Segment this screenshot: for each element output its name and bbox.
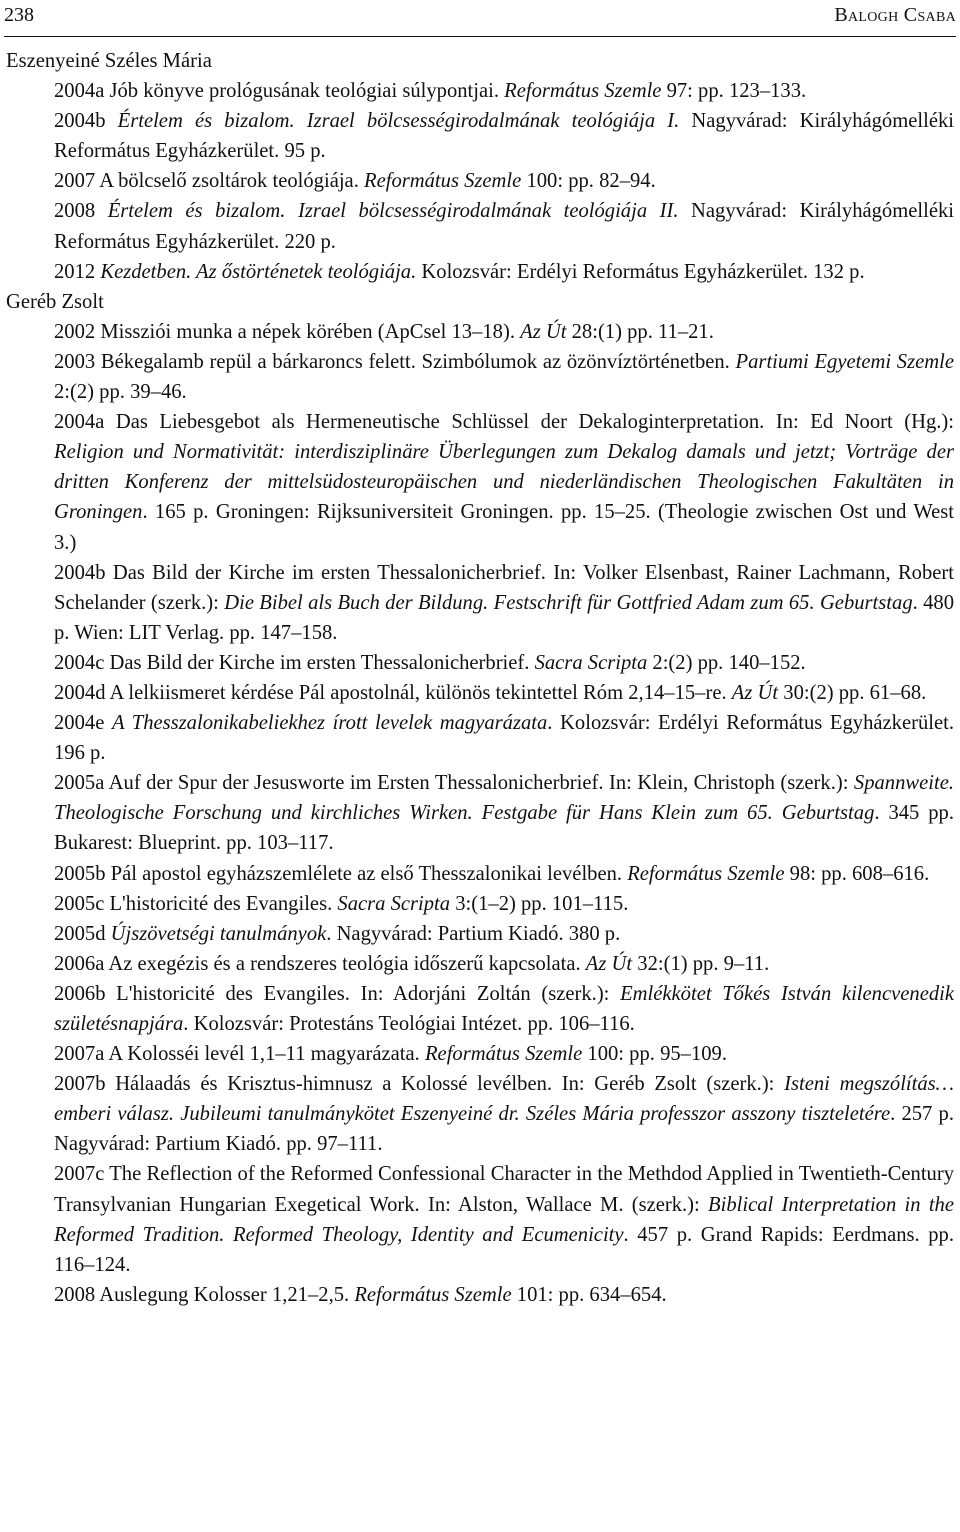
entry-text: 2003 Békegalamb repül a bárkaroncs felett. Szimbólumok az özönvíztörténetben. <box>54 350 736 373</box>
entry-text: 2006b L'historicité des Evangiles. In: Adorjáni Zoltán (szerk.): <box>54 982 621 1005</box>
entry-text: 2004d A lelkiismeret kérdése Pál apostolnál, különös tekintettel Róm 2,14–15–re. <box>54 681 732 704</box>
bibliography-entry <box>54 678 954 708</box>
page-number: 238 <box>4 4 34 26</box>
entry-text: . Nagyvárad: Partium Kiadó. 380 p. <box>326 922 621 945</box>
entry-text: . 480 p. Wien: LIT Verlag. pp. 147–158. <box>54 591 955 644</box>
entry-text: 2004b <box>54 110 118 133</box>
entry-text: 101: pp. 634–654. <box>511 1283 667 1306</box>
bibliography-entry <box>54 859 954 889</box>
entry-text: Kolozsvár: Erdélyi Református Egyházkerület. 132 p. <box>416 260 865 283</box>
bibliography-entry <box>54 1159 954 1279</box>
entry-italic-text: Religion und Normativität: interdisziplinäre Überlegungen zum Dekalog damals und jetzt; Vorträge der dritten Konferenz der mittelsüdosteuropäischen und niederländischen Theologischen Fakultäten in Groningen <box>54 441 954 524</box>
bibliography-entry <box>54 708 954 768</box>
entry-text: Nagyvárad: Királyhágómelléki Református Egyházkerület. 95 p. <box>54 110 954 163</box>
bibliography-entry <box>54 979 954 1039</box>
entry-text: . 165 p. Groningen: Rijksuniversiteit Groningen. pp. 15–25. (Theologie zwischen Ost und West 3.) <box>54 501 954 554</box>
entry-text: 2007 A bölcselő zsoltárok teológiája. <box>54 170 364 193</box>
entry-italic-text: Református Szemle <box>364 170 522 193</box>
entry-italic-text: Az Út <box>585 952 633 975</box>
entry-italic-text: Kezdetben. Az őstörténetek teológiája. <box>100 260 417 283</box>
entry-text: 30:(2) pp. 61–68. <box>778 681 927 704</box>
bibliography-entry <box>54 257 954 287</box>
entry-italic-text: Református Szemle <box>424 1043 583 1066</box>
entry-italic-text: Biblical Interpretation in the Reformed Tradition. Reformed Theology, Identity and Ecumenicity <box>54 1193 954 1246</box>
entry-italic-text: Spannweite. Theologische Forschung und kirchliches Wirken. Festgabe für Hans Klein zum 65. Geburtstag <box>54 772 954 825</box>
entry-italic-text: Református Szemle <box>354 1283 512 1306</box>
entry-italic-text: Emlékkötet Tőkés István kilencvenedik születésnapjára <box>54 982 954 1035</box>
entry-italic-text: Értelem és bizalom. Izrael bölcsességirodalmának teológiája II. <box>107 200 679 223</box>
entry-text: 2005d <box>54 922 111 945</box>
entry-text: 2002 Missziói munka a népek körében (ApCsel 13–18). <box>54 320 521 343</box>
bibliography-entry <box>54 407 954 557</box>
entry-text: . 257 p. Nagyvárad: Partium Kiadó. pp. 97–111. <box>54 1103 955 1156</box>
bibliography-entry <box>54 919 954 949</box>
author-heading: Geréb Zsolt <box>6 290 104 313</box>
running-head: Balogh Csaba <box>834 4 956 26</box>
entry-text: 100: pp. 95–109. <box>582 1043 727 1066</box>
entry-italic-text: Isteni megszólítás… emberi válasz. Jubileumi tanulmánykötet Eszenyeiné dr. Széles Mária professzor asszony tiszteletére <box>54 1073 954 1126</box>
entry-text: . 457 p. Grand Rapids: Eerdmans. pp. 116–124. <box>54 1223 954 1276</box>
entry-italic-text: Sacra Scripta <box>534 651 648 674</box>
entry-italic-text: A Thesszalonikabeliekhez írott levelek magyarázata <box>111 712 548 735</box>
bibliography-body <box>6 46 954 1310</box>
entry-text: 2005b Pál apostol egyházszemlélete az első Thesszalonikai levélben. <box>54 862 628 885</box>
entry-text: 3:(1–2) pp. 101–115. <box>450 892 629 915</box>
entry-text: 100: pp. 82–94. <box>521 170 656 193</box>
bibliography-entry <box>54 1039 954 1069</box>
bibliography-entry <box>54 889 954 919</box>
entry-italic-text: Református Szemle <box>504 80 662 103</box>
entry-text: 2005c L'historicité des Evangiles. <box>54 892 338 915</box>
entry-italic-text: Református Szemle <box>627 862 785 885</box>
entry-text: . Kolozsvár: Erdélyi Református Egyházkerület. 196 p. <box>54 712 954 765</box>
entry-italic-text: Sacra Scripta <box>337 892 451 915</box>
bibliography-entry <box>54 347 954 407</box>
entry-text: 28:(1) pp. 11–21. <box>566 320 714 343</box>
entry-text: 98: pp. 608–616. <box>784 862 930 885</box>
bibliography-entry <box>54 558 954 648</box>
entry-text: 2004a Jób könyve prológusának teológiai súlypontjai. <box>54 80 505 103</box>
entry-text: 2006a Az exegézis és a rendszeres teológia időszerű kapcsolata. <box>54 952 586 975</box>
bibliography-entry <box>54 196 954 256</box>
entry-text: 2004b Das Bild der Kirche im ersten Thessalonicherbrief. In: Volker Elsenbast, Rainer Lachmann, Robert Schelander (szerk.): <box>54 561 954 614</box>
entry-text: 2004a Das Liebesgebot als Hermeneutische Schlüssel der Dekaloginterpretation. In: Ed Noort (Hg.): <box>54 411 954 434</box>
entry-italic-text: Partiumi Egyetemi Szemle <box>735 350 954 373</box>
bibliography-entry <box>54 949 954 979</box>
entry-text: 2008 Auslegung Kolosser 1,21–2,5. <box>54 1283 355 1306</box>
bibliography-entry <box>54 1069 954 1159</box>
entry-italic-text: Az Út <box>520 320 567 343</box>
entry-italic-text: Die Bibel als Buch der Bildung. Festschrift für Gottfried Adam zum 65. Geburtstag <box>224 591 913 614</box>
entry-text: 2:(2) pp. 140–152. <box>647 651 806 674</box>
bibliography-entry <box>54 317 954 347</box>
entry-italic-text: Újszövetségi tanulmányok <box>110 922 327 945</box>
entry-text: Nagyvárad: Királyhágómelléki Református Egyházkerület. 220 p. <box>54 200 954 253</box>
entry-text: 97: pp. 123–133. <box>661 80 807 103</box>
header-rule <box>4 36 956 37</box>
entry-text: . 345 pp. Bukarest: Blueprint. pp. 103–117. <box>54 802 955 855</box>
bibliography-entry <box>54 166 954 196</box>
entry-text: 2004e <box>54 712 112 735</box>
bibliography-entry <box>54 648 954 678</box>
entry-text: 2007c The Reflection of the Reformed Confessional Character in the Methdod Applied in Twentieth-Century Transylvanian Hungarian Exegetical Work. In: Alston, Wallace M. (szerk.): <box>54 1163 954 1216</box>
entry-text: 32:(1) pp. 9–11. <box>632 952 770 975</box>
entry-text: 2004c Das Bild der Kirche im ersten Thessalonicherbrief. <box>54 651 535 674</box>
author-heading: Eszenyeiné Széles Mária <box>6 50 212 72</box>
entry-text: . Kolozsvár: Protestáns Teológiai Intézet. pp. 106–116. <box>183 1013 635 1035</box>
entry-text: 2005a Auf der Spur der Jesusworte im Ersten Thessalonicherbrief. In: Klein, Christoph (szerk.): <box>54 772 854 795</box>
entry-text: 2008 <box>54 200 108 223</box>
bibliography-entry <box>54 106 954 166</box>
entry-text: 2012 <box>54 260 101 283</box>
entry-text: 2:(2) pp. 39–46. <box>54 381 187 404</box>
entry-italic-text: Az Út <box>731 681 779 704</box>
page-header <box>4 2 956 32</box>
bibliography-entry <box>54 1280 954 1310</box>
bibliography-entry <box>54 768 954 858</box>
entry-text: 2007b Hálaadás és Krisztus-himnusz a Kolossé levélben. In: Geréb Zsolt (szerk.): <box>54 1073 785 1096</box>
entry-italic-text: Értelem és bizalom. Izrael bölcsességirodalmának teológiája I. <box>117 110 680 133</box>
bibliography-entry <box>54 76 954 106</box>
entry-text: 2007a A Kolosséi levél 1,1–11 magyarázata. <box>54 1043 425 1066</box>
